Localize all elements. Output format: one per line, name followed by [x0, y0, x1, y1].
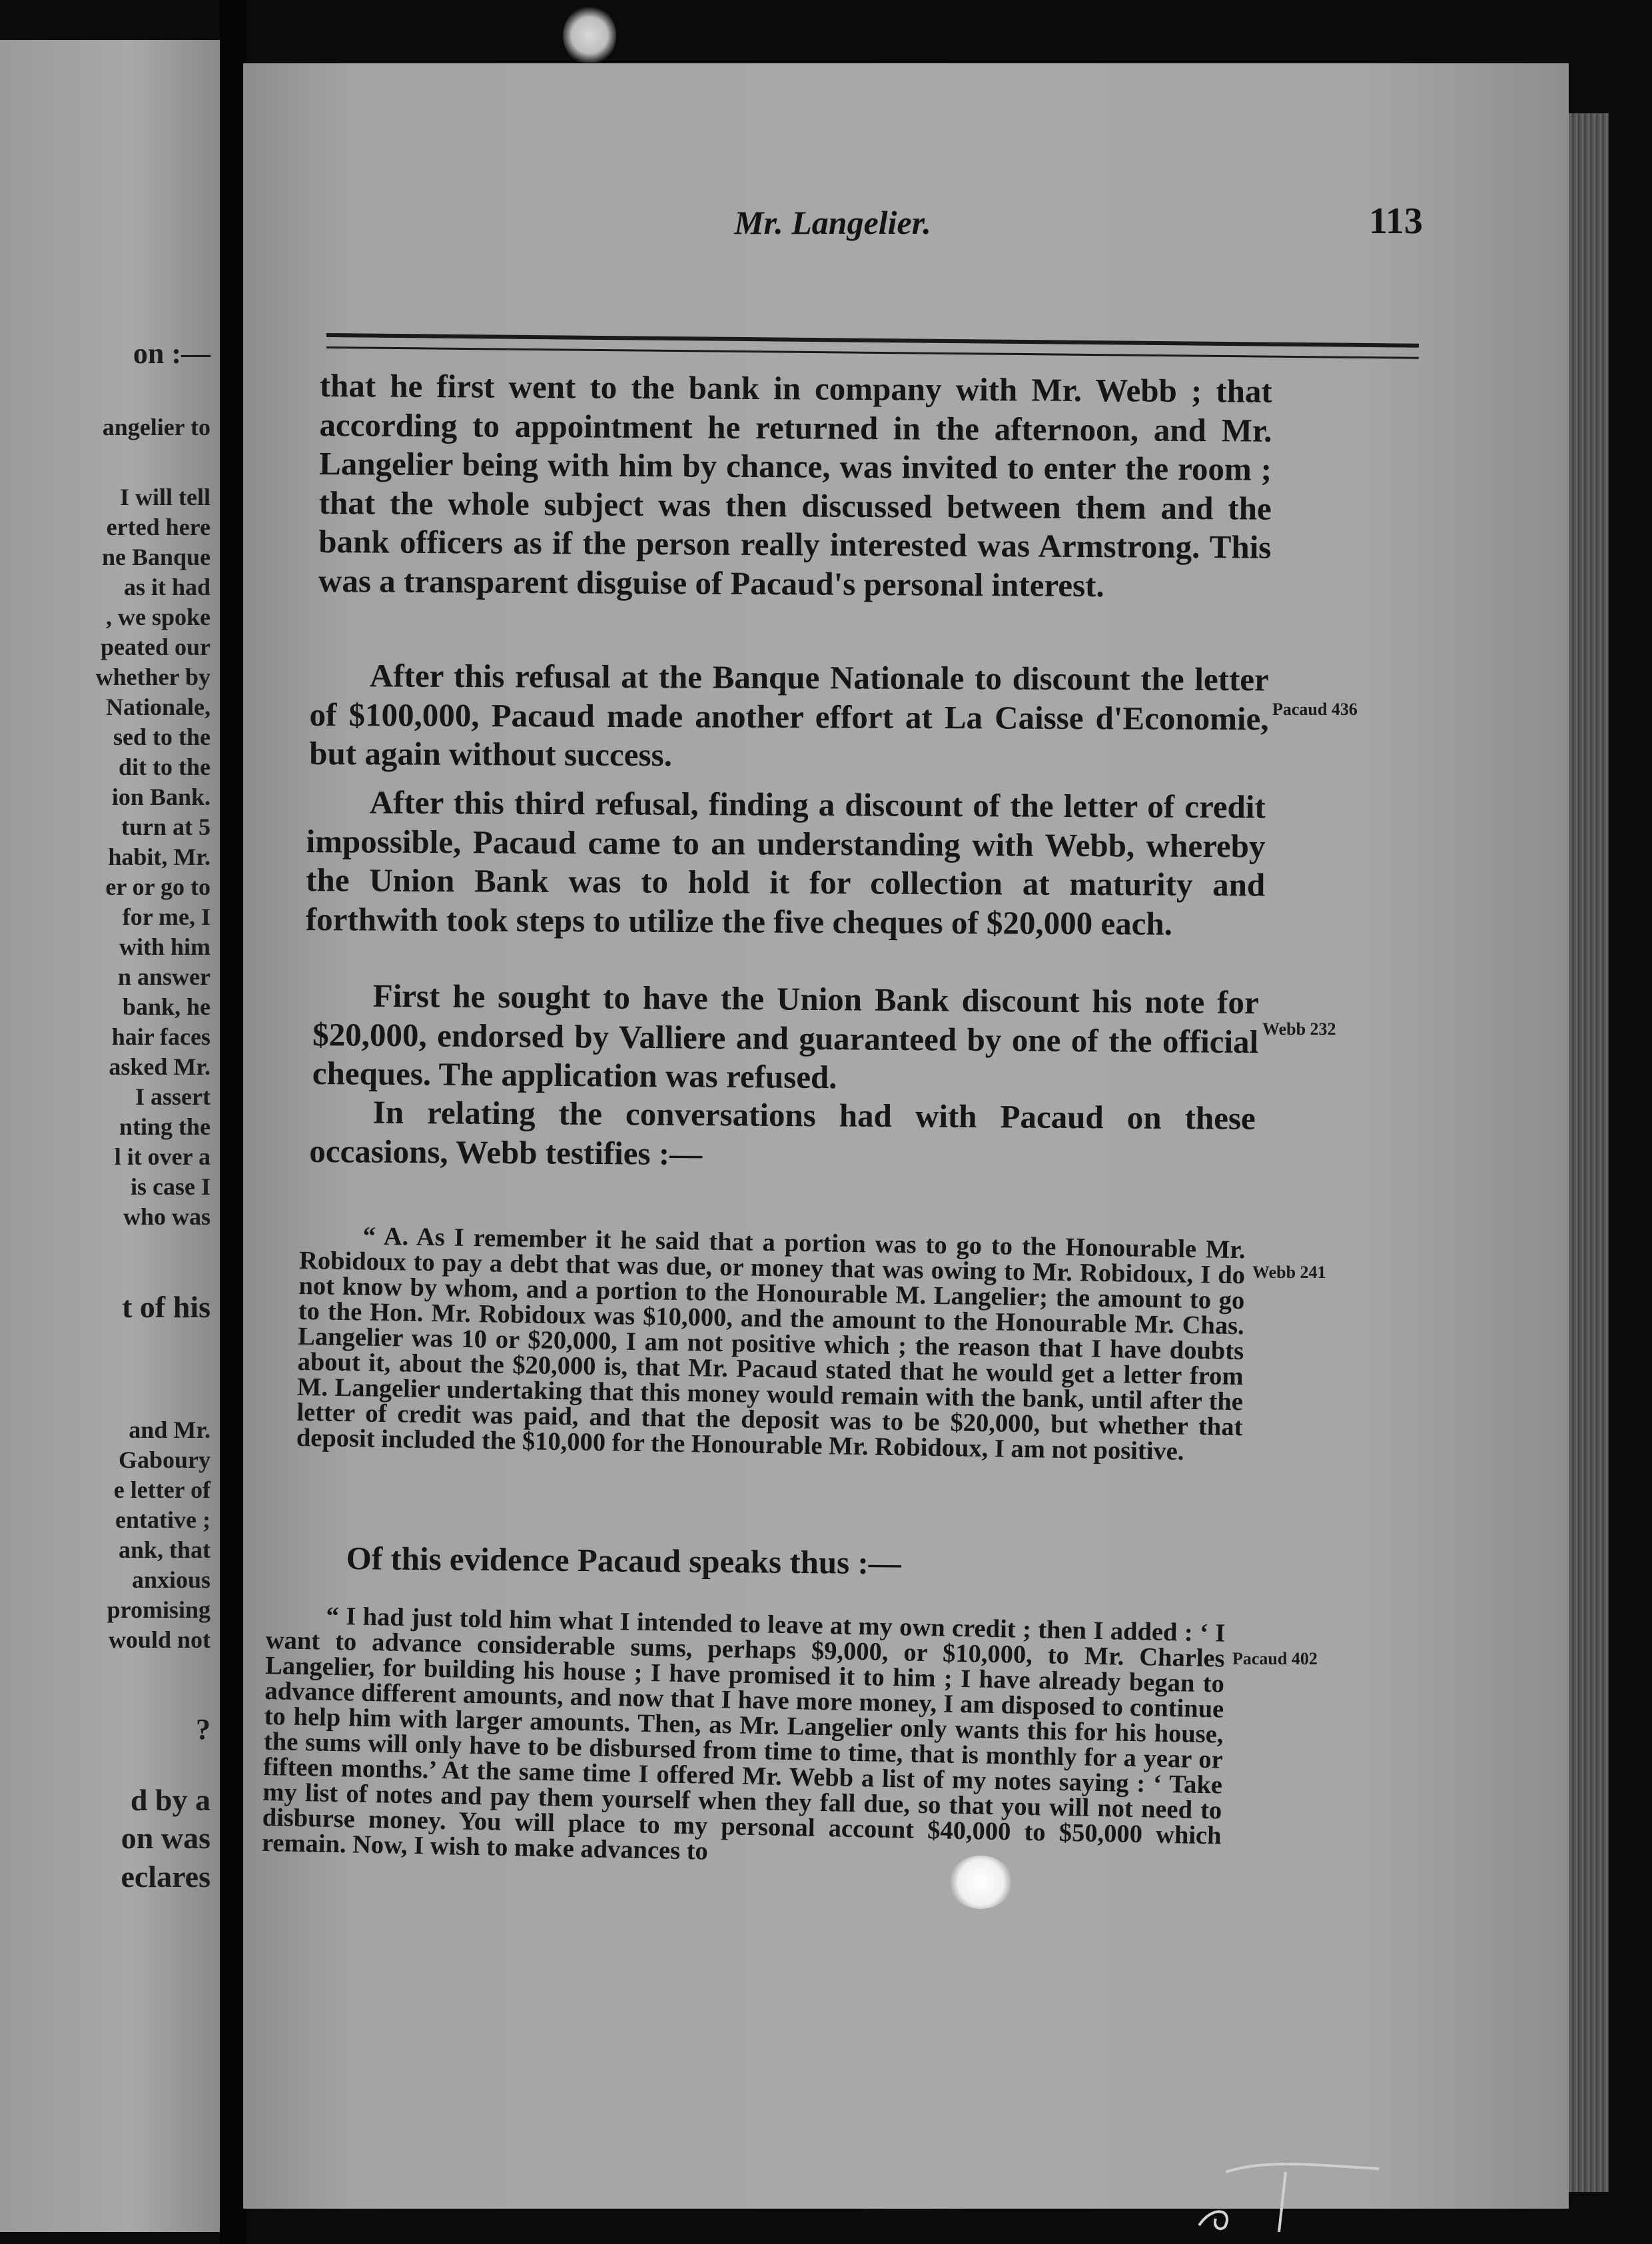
previous-page-line: would not	[108, 1626, 210, 1653]
previous-page-line: promising	[107, 1596, 210, 1623]
previous-page-line: with him	[119, 933, 210, 960]
previous-page-line: on was	[121, 1821, 210, 1855]
previous-page-line: ank, that	[118, 1536, 210, 1563]
previous-page-line: nting the	[119, 1113, 210, 1140]
previous-page-line: Nationale,	[106, 694, 210, 720]
previous-page-fragment	[0, 40, 220, 2232]
margin-note-pacaud-436: Pacaud 436	[1272, 700, 1358, 719]
paragraph-continuation: that he first went to the bank in company with Mr. Webb ; that according to appointment he returned in the afternoon, and Mr. Langelier being with him by chance, was invited to enter the room ; that the whole subject was then discussed between them and the bank officers as if the person really interested was Armstrong. This was a transparent disguise of Pacaud's personal interest.	[318, 367, 1272, 604]
paragraph-webb-testifies: In relating the conversations had with Pacaud on these occasions, Webb testifies :—	[309, 1093, 1256, 1172]
previous-page-line: ion Bank.	[111, 784, 210, 810]
margin-note-webb-241: Webb 241	[1252, 1263, 1326, 1282]
previous-page-line: habit, Mr.	[108, 843, 210, 870]
previous-page-line: and Mr.	[129, 1416, 210, 1443]
previous-page-line: eclares	[121, 1860, 210, 1894]
previous-page-line: Gaboury	[118, 1446, 210, 1473]
previous-page-line: er or go to	[105, 873, 210, 900]
paper-stain	[563, 5, 616, 65]
previous-page-line: asked Mr.	[109, 1053, 210, 1080]
previous-page-line: peated our	[101, 634, 210, 660]
previous-page-line: I assert	[135, 1083, 210, 1110]
paragraph-third-refusal: After this third refusal, finding a discount of the letter of credit impossible, Pacaud came to an understanding with Webb, whereby the Union Bank was to hold it for collection at maturity and forthwith took steps to utilize the five cheques of $20,000 each.	[305, 784, 1266, 942]
previous-page-line: I will tell	[120, 484, 210, 510]
quote-webb-evidence: “ A. As I remember it he said that a portion was to go to the Honourable Mr. Robidoux to pay a debt that was due, or money that was owing to Mr. Robidoux, I do not know by whom, and a portion to the Honourable M. Langelier; the amount to go to the Hon. Mr. Robidoux was $10,000, and the amount to the Honourable Mr. Chas. Langelier was 10 or $20,000, I am not positive which ; the reason that I have doubts about it, about the $20,000 is, that Mr. Pacaud stated that he would get a letter from M. Langelier undertaking that this money would remain with the bank, until after the letter of credit was paid, and that the deposit was to be $20,000, but whether that deposit included the $10,000 for the Honourable Mr. Robidoux, I am not positive.	[296, 1222, 1246, 1466]
previous-page-line: anxious	[131, 1566, 210, 1593]
quote-pacaud-evidence: “ I had just told him what I intended to leave at my own credit ; then I added : ‘ I want to advance considerable sums, perhaps $9,000, or $10,000, to Mr. Charles Langelier, for building his house ; I have promised it to him ; I have already began to advance different amounts, and now that I have more money, I am disposed to continue to help him with larger amounts. Then, as Mr. Langelier only wants this for his house, the sums will only have to be disbursed from time to time, that is monthly for a year or fifteen months.’ At the same time I offered Mr. Webb a list of my notes saying : ‘ Take my list of notes and pay them yourself when they fall due, so that you will not need to disburse money. You will place to my personal account $40,000 to $50,000 which remain. Now, I wish to make advances to	[261, 1602, 1226, 1866]
previous-page-line: whether by	[95, 664, 210, 690]
previous-page-line: erted here	[106, 514, 210, 540]
paragraph-union-bank-note: First he sought to have the Union Bank discount his note for $20,000, endorsed by Valliere and guaranteed by one of the official cheques. The application was refused.	[312, 977, 1259, 1096]
pencil-scrawl-mark	[1186, 2132, 1386, 2232]
previous-page-line: t of his	[122, 1290, 210, 1324]
previous-page-line: ne Banque	[101, 544, 210, 570]
previous-page-line: who was	[123, 1203, 210, 1230]
previous-page-line: turn at 5	[121, 814, 210, 840]
previous-page-line: hair faces	[111, 1023, 210, 1050]
previous-page-line: ?	[196, 1713, 210, 1746]
margin-note-webb-232: Webb 232	[1262, 1019, 1336, 1039]
margin-note-pacaud-402: Pacaud 402	[1232, 1649, 1318, 1668]
previous-page-line: sed to the	[113, 724, 210, 750]
previous-page-line: for me, I	[122, 903, 210, 930]
book-gutter	[220, 0, 246, 2244]
paragraph-caisse-economie: After this refusal at the Banque Nationale to discount the letter of $100,000, Pacaud made another effort at La Caisse d'Economie, but again without success.	[309, 657, 1269, 774]
previous-page-line: on :—	[133, 337, 210, 370]
page-edge-stack	[1569, 113, 1609, 2192]
previous-page-line: bank, he	[122, 993, 210, 1020]
page-number: 113	[1369, 201, 1423, 242]
previous-page-line: n answer	[117, 963, 210, 990]
previous-page-line: d by a	[130, 1783, 210, 1817]
previous-page-line: angelier to	[102, 414, 210, 440]
previous-page-line: e letter of	[113, 1476, 210, 1503]
previous-page-line: , we spoke	[105, 604, 210, 630]
previous-page-line: is case I	[131, 1173, 210, 1200]
previous-page-line: entative ;	[115, 1506, 210, 1533]
running-head: Mr. Langelier.	[734, 204, 931, 241]
previous-page-line: as it had	[123, 574, 210, 600]
paper-damage-spot	[949, 1856, 1013, 1909]
previous-page-line: dit to the	[119, 754, 210, 780]
previous-page-line: l it over a	[114, 1143, 210, 1170]
paragraph-pacaud-speaks: Of this evidence Pacaud speaks thus :—	[346, 1540, 902, 1582]
